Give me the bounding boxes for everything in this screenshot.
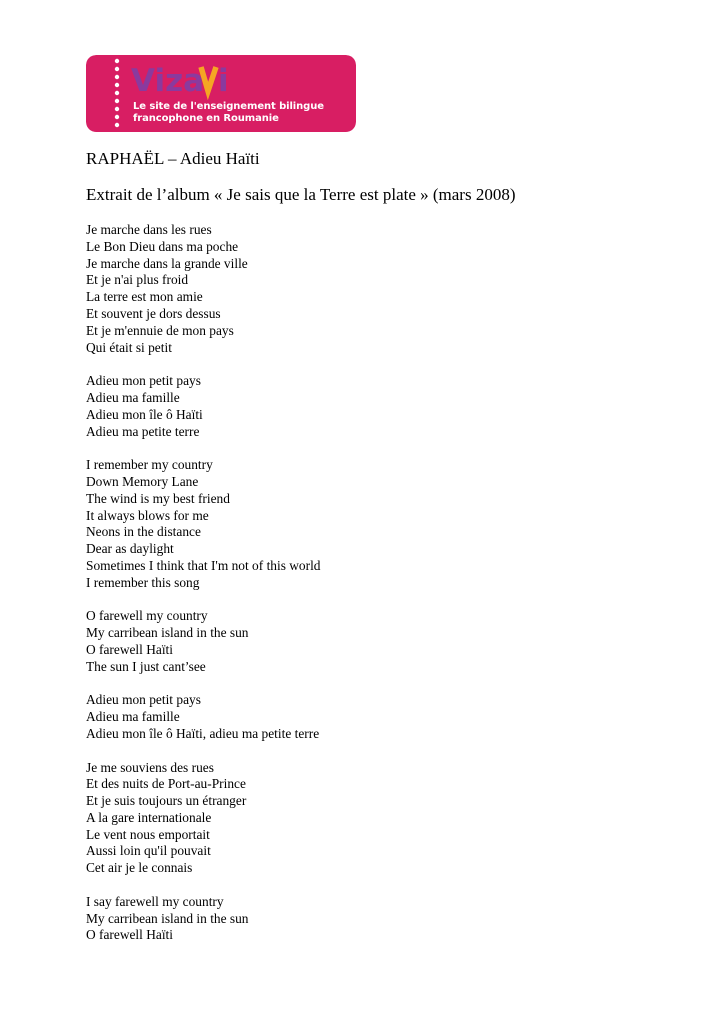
lyric-line: Adieu ma famille (86, 389, 180, 405)
lyric-line: Et je n'ai plus froid (86, 272, 189, 288)
lyric-line: La terre est mon amie (86, 289, 203, 305)
lyric-line: It always blows for me (86, 507, 209, 523)
lyric-line: Adieu mon petit pays (86, 373, 201, 389)
site-logo[interactable] (86, 55, 356, 132)
logo-tagline-line2: francophone en Roumanie (133, 113, 279, 124)
lyric-line: Adieu ma famille (86, 709, 180, 725)
lyric-line: O farewell my country (86, 608, 208, 624)
lyric-line: Et je m'ennuie de mon pays (86, 322, 234, 338)
logo-tagline-line1: Le site de l'enseignement bilingue (133, 101, 324, 112)
lyrics (86, 222, 321, 961)
lyric-line: My carribean island in the sun (86, 625, 249, 641)
lyric-line: Adieu ma petite terre (86, 423, 200, 439)
stanza (86, 222, 321, 356)
stanza (86, 894, 321, 944)
stanza (86, 457, 321, 591)
lyric-line: Qui était si petit (86, 339, 172, 355)
lyric-line: Adieu mon île ô Haïti, adieu ma petite terre (86, 725, 320, 741)
lyric-line: Je marche dans les rues (86, 222, 212, 237)
lyric-line: Down Memory Lane (86, 473, 199, 489)
lyric-line: Adieu mon île ô Haïti (86, 406, 203, 422)
song-title: RAPHAËL – Adieu Haïti (86, 149, 260, 168)
stanza (86, 692, 321, 742)
lyric-line: Cet air je le connais (86, 860, 193, 876)
lyric-line: I remember my country (86, 457, 213, 473)
lyric-line: Le vent nous emportait (86, 826, 210, 842)
lyric-line: I remember this song (86, 574, 200, 590)
lyric-line: I say farewell my country (86, 893, 224, 909)
lyric-line: Je me souviens des rues (86, 759, 214, 775)
lyric-line: A la gare internationale (86, 809, 212, 825)
svg-text:i: i (218, 63, 229, 99)
lyric-line: O farewell Haïti (86, 927, 173, 943)
lyric-line: Aussi loin qu'il pouvait (86, 843, 211, 859)
lyric-line: My carribean island in the sun (86, 910, 249, 926)
lyric-line: Et des nuits de Port-au-Prince (86, 776, 246, 792)
svg-text:Viza: Viza (131, 63, 205, 99)
lyric-line: Je marche dans la grande ville (86, 255, 248, 271)
album-info: Extrait de l’album « Je sais que la Terre est plate » (mars 2008) (86, 185, 516, 204)
lyric-line: Et je suis toujours un étranger (86, 793, 247, 809)
lyric-line: Sometimes I think that I'm not of this world (86, 557, 321, 573)
stanza (86, 608, 321, 675)
lyric-line: Adieu mon petit pays (86, 692, 201, 708)
lyric-line: O farewell Haïti (86, 641, 173, 657)
stanza (86, 760, 321, 878)
stanza (86, 373, 321, 440)
logo-dots (115, 59, 119, 127)
lyric-line: The sun I just cant’see (86, 658, 206, 674)
lyric-line: Dear as daylight (86, 541, 174, 557)
lyric-line: Et souvent je dors dessus (86, 305, 221, 321)
lyric-line: The wind is my best friend (86, 490, 230, 506)
lyric-line: Le Bon Dieu dans ma poche (86, 238, 239, 254)
lyric-line: Neons in the distance (86, 524, 201, 540)
